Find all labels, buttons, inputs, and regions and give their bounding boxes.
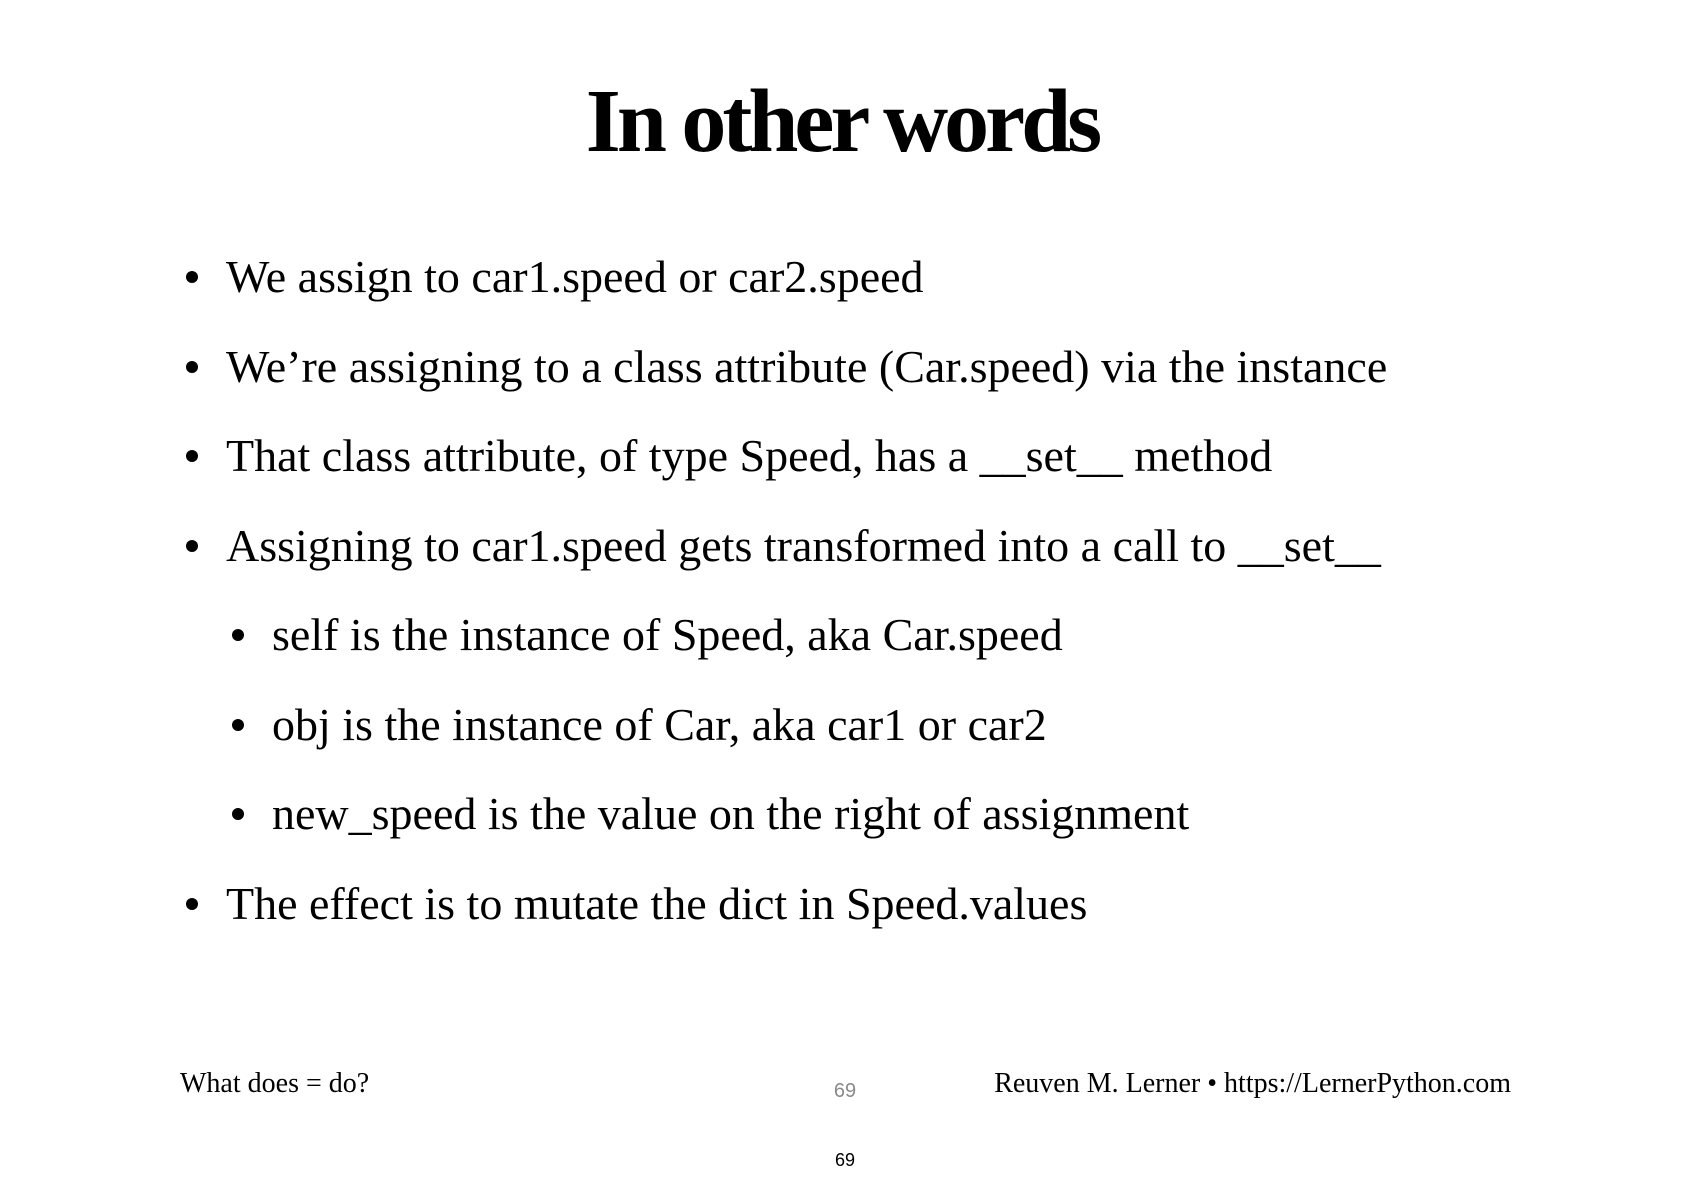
- sub-bullet-item: [180, 590, 1387, 680]
- bullet-item: [180, 501, 1387, 591]
- bullet-dot-icon: [186, 361, 198, 373]
- bullet-dot-icon: [186, 898, 198, 910]
- bullet-text: That class attribute, of type Speed, has a __set__ method: [226, 430, 1273, 481]
- bullet-text: The effect is to mutate the dict in Speed.values: [226, 877, 1088, 929]
- bullet-item: [180, 322, 1387, 412]
- sub-bullet-item: [180, 680, 1387, 770]
- bullet-dot-icon: [232, 719, 244, 731]
- bullet-dot-icon: [232, 808, 244, 820]
- bullet-dot-icon: [186, 450, 198, 462]
- slide-title: In other words: [585, 72, 1099, 171]
- bullet-text: obj is the instance of Car, aka car1 or car2: [272, 698, 1047, 750]
- bullet-item: [180, 859, 1387, 949]
- bullet-text: self is the instance of Speed, aka Car.speed: [272, 609, 1063, 660]
- page-number: 69: [834, 1150, 856, 1170]
- bullet-dot-icon: [186, 271, 198, 283]
- bullet-item: [180, 232, 1387, 322]
- bullet-text: We assign to car1.speed or car2.speed: [226, 251, 924, 302]
- footer-author: Reuven M. Lerner • https://LernerPython.com: [994, 1068, 1511, 1099]
- footer-section-title: What does = do?: [180, 1068, 370, 1099]
- bullet-dot-icon: [186, 540, 198, 552]
- bullet-text: We’re assigning to a class attribute (Car.speed) via the instance: [226, 340, 1388, 392]
- footer-slide-number: 69: [833, 1080, 857, 1102]
- sub-bullet-item: [180, 769, 1387, 859]
- bullet-dot-icon: [232, 629, 244, 641]
- bullet-text: new_speed is the value on the right of assignment: [272, 788, 1190, 839]
- bullet-item: [180, 411, 1387, 501]
- bullet-text: Assigning to car1.speed gets transformed into a call to __set__: [226, 519, 1381, 571]
- bullet-list: [180, 232, 1387, 948]
